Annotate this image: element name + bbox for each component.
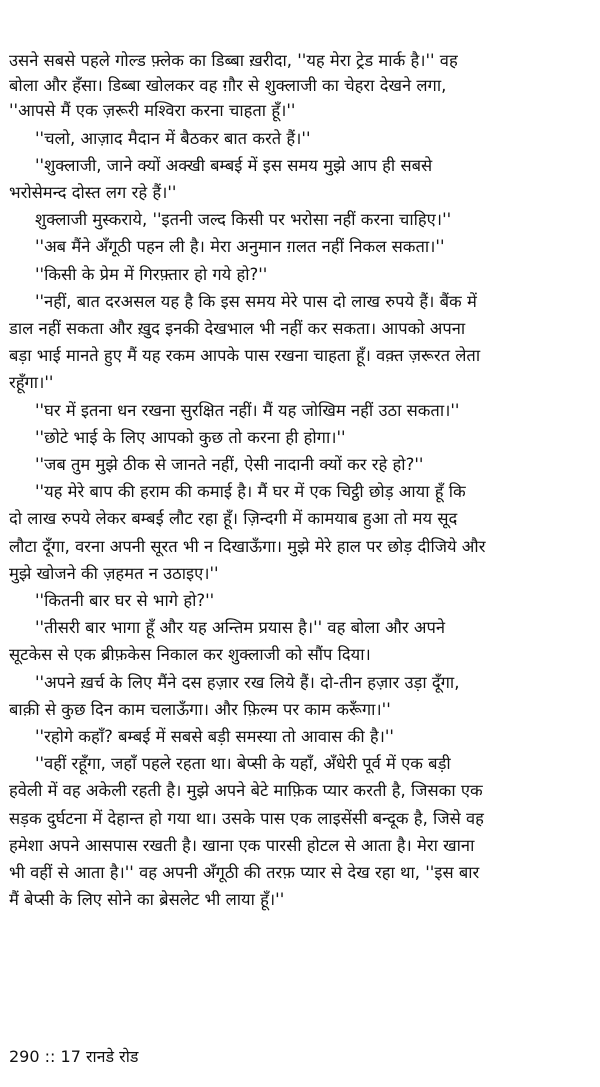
page-footer	[9, 1046, 138, 1068]
text-line: ''यह मेरे बाप की हराम की कमाई है। मैं घर में एक चिट्ठी छोड़ आया हूँ कि	[35, 482, 466, 501]
text-line: भरोसेमन्द दोस्त लग रहे हैं।''	[9, 183, 177, 202]
text-line: ''आपसे मैं एक ज़रूरी मश्विरा करना चाहता हूँ।''	[9, 101, 296, 120]
text-line: ''जब तुम मुझे ठीक से जानते नहीं, ऐसी नादानी क्यों कर रहे हो?''	[35, 455, 424, 474]
text-line: मैं बेप्सी के लिए सोने का ब्रेसलेट भी लाया हूँ।''	[9, 890, 285, 909]
text-line: मुझे खोजने की ज़हमत न उठाइए।''	[9, 564, 219, 583]
page-number: 290	[9, 1047, 40, 1066]
text-line: बोला और हँसा। डिब्बा खोलकर वह ग़ौर से शुक्लाजी का चेहरा देखने लगा,	[9, 76, 447, 95]
text-line: ''घर में इतना धन रखना सुरक्षित नहीं। मैं यह जोखिम नहीं उठा सकता।''	[35, 401, 460, 420]
text-line: ''तीसरी बार भागा हूँ और यह अन्तिम प्रयास है।'' वह बोला और अपने	[35, 618, 446, 637]
text-line: भी वहीं से आता है।'' वह अपनी अँगूठी की तरफ़ प्यार से देख रहा था, ''इस बार	[9, 863, 480, 882]
text-line: ''रहोगे कहाँ? बम्बई में सबसे बड़ी समस्या तो आवास की है।''	[35, 727, 394, 746]
text-line: बाक़ी से कुछ दिन काम चलाऊँगा। और फ़िल्म पर काम करूँगा।''	[9, 700, 391, 719]
text-line: हवेली में वह अकेली रहती है। मुझे अपने बेटे माफ़िक प्यार करती है, जिसका एक	[9, 781, 483, 800]
text-line: ''कितनी बार घर से भागे हो?''	[35, 591, 215, 610]
text-line: बड़ा भाई मानते हुए मैं यह रकम आपके पास रखना चाहता हूँ। वक़्त ज़रूरत लेता	[9, 346, 481, 365]
text-line: सूटकेस से एक ब्रीफ़केस निकाल कर शुक्लाजी को सौंप दिया।	[9, 645, 371, 664]
text-line: ''छोटे भाई के लिए आपको कुछ तो करना ही होगा।''	[35, 428, 346, 447]
text-line: सड़क दुर्घटना में देहान्त हो गया था। उसके पास एक लाइसेंसी बन्दूक है, जिसे वह	[9, 809, 484, 828]
text-line: ''अपने ख़र्च के लिए मैंने दस हज़ार रख लिये हैं। दो-तीन हज़ार उड़ा दूँगा,	[35, 673, 460, 692]
text-line: शुक्लाजी मुस्कराये, ''इतनी जल्द किसी पर भरोसा नहीं करना चाहिए।''	[35, 210, 452, 229]
text-line: ''नहीं, बात दरअसल यह है कि इस समय मेरे पास दो लाख रुपये हैं। बैंक में	[35, 292, 477, 311]
text-line: उसने सबसे पहले गोल्ड फ़्लेक का डिब्बा ख़रीदा, ''यह मेरा ट्रेड मार्क है।'' वह	[9, 51, 458, 70]
text-line: रहूँगा।''	[9, 373, 54, 392]
text-line: डाल नहीं सकता और ख़ुद इनकी देखभाल भी नहीं कर सकता। आपको अपना	[9, 319, 466, 338]
text-line: ''शुक्लाजी, जाने क्यों अक्खी बम्बई में इस समय मुझे आप ही सबसे	[35, 156, 433, 175]
text-line: ''चलो, आज़ाद मैदान में बैठकर बात करते हैं।''	[35, 129, 311, 148]
footer-separator: ::	[44, 1047, 56, 1066]
text-line: दो लाख रुपये लेकर बम्बई लौट रहा हूँ। ज़िन्दगी में कामयाब हुआ तो मय सूद	[9, 509, 458, 528]
text-line: लौटा दूँगा, वरना अपनी सूरत भी न दिखाऊँगा। मुझे मेरे हाल पर छोड़ दीजिये और	[9, 537, 486, 556]
text-line: ''वहीं रहूँगा, जहाँ पहले रहता था। बेप्सी के यहाँ, अँधेरी पूर्व में एक बड़ी	[35, 754, 451, 773]
text-line: ''किसी के प्रेम में गिरफ़्तार हो गये हो?''	[35, 265, 268, 284]
running-title: 17 रानडे रोड	[60, 1047, 139, 1066]
text-line: हमेशा अपने आसपास रखती है। खाना एक पारसी होटल से आता है। मेरा खाना	[9, 836, 475, 855]
text-line: ''अब मैंने अँगूठी पहन ली है। मेरा अनुमान ग़लत नहीं निकल सकता।''	[35, 237, 445, 256]
